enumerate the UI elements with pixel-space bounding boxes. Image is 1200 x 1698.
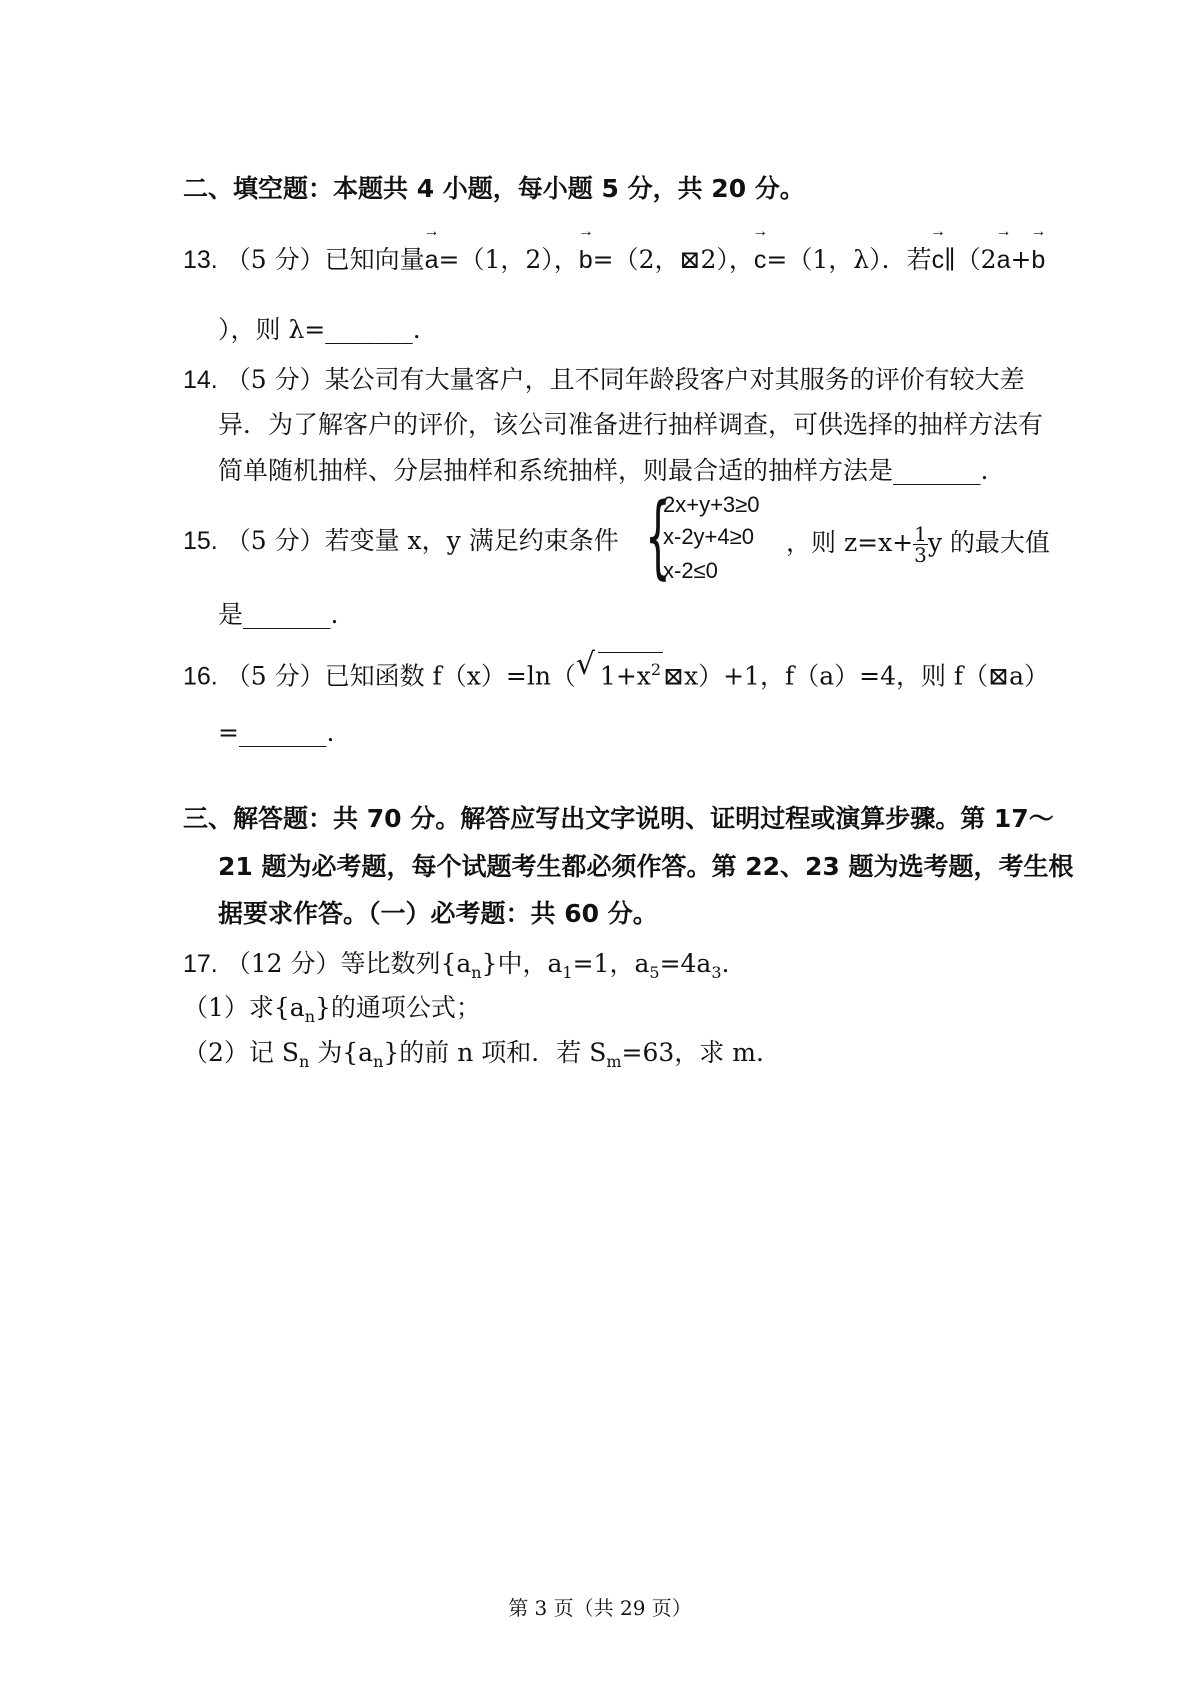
radicand-exponent: 2 [650, 660, 662, 679]
part-text: 为{a [309, 1038, 374, 1067]
question-14-line-1 [183, 363, 1025, 397]
constraint-2: x-2y+4≥0 [663, 524, 754, 549]
question-number: 14. [183, 366, 218, 394]
subscript: 5 [649, 963, 660, 982]
question-14-line-2: 异．为了解客户的评价，该公司准备进行抽样调查，可供选择的抽样方法有 [218, 410, 1044, 439]
question-text: =1，a [572, 949, 650, 978]
question-text-tail: ⊠x）+1，f（a）=4，则 f（⊠a） [663, 661, 1050, 691]
question-text: =4a [659, 949, 712, 978]
subscript: n [304, 1007, 316, 1026]
question-15-line-1-right [786, 524, 1050, 565]
question-14-line-3: 简单随机抽样、分层抽样和系统抽样，则最合适的抽样方法是_______. [218, 456, 989, 485]
question-17-line-1 [183, 947, 729, 990]
vector-b-2: → b [1031, 243, 1045, 277]
question-score: （5 分） [225, 245, 325, 274]
question-15-line-1 [183, 524, 619, 558]
constraint-system [645, 484, 775, 592]
vector-c-2: → c [932, 243, 945, 277]
vector-b-value: =（2，⊠2）， [592, 245, 754, 274]
vector-a-value: =（1，2）， [438, 245, 579, 274]
question-score: （12 分） [225, 949, 341, 978]
question-text: 某公司有大量客户，且不同年龄段客户对其服务的评价有较大差 [324, 365, 1025, 394]
subscript: n [298, 1052, 310, 1071]
square-root [575, 647, 663, 693]
section-2-heading: 二、填空题：本题共 4 小题，每小题 5 分，共 20 分。 [183, 174, 805, 203]
question-score: （5 分） [225, 661, 325, 691]
page-footer: 第 3 页（共 29 页） [508, 1596, 692, 1620]
question-17-part-1 [183, 991, 481, 1034]
vector-b: → b [579, 243, 593, 277]
section-3-heading-line-3: 据要求作答。（一）必考题：共 60 分。 [218, 899, 658, 928]
subscript: n [471, 963, 482, 982]
left-brace: { [645, 484, 671, 589]
part-text: }的通项公式； [315, 993, 481, 1022]
part-text: （1）求{a [183, 993, 305, 1022]
part-text: }的前 n 项和．若 S [383, 1038, 607, 1067]
part-text: =63，求 m. [621, 1038, 764, 1067]
question-number: 17. [183, 950, 218, 978]
objective-text: ，则 z=x+ [786, 528, 914, 557]
question-number: 16. [183, 662, 218, 691]
question-text: }中，a [481, 949, 563, 978]
radical-sign-icon: √ [575, 647, 596, 682]
part-text: （2）记 S [183, 1038, 299, 1067]
vector-c-value: =（1，λ）．若 [766, 245, 932, 274]
question-text: 若变量 x，y 满足约束条件 [324, 526, 619, 555]
question-score: （5 分） [225, 526, 325, 555]
objective-text-tail: y 的最大值 [927, 528, 1050, 557]
question-16-line-2: =_______. [218, 718, 335, 747]
vector-a-2: → a [997, 243, 1011, 277]
radicand: 1+x [599, 661, 651, 691]
fraction-denominator: 3 [914, 543, 927, 567]
subscript: 3 [711, 963, 722, 982]
section-3-heading-line-1: 三、解答题：共 70 分。解答应写出文字说明、证明过程或演算步骤。第 17～ [183, 804, 1054, 833]
question-17-part-2 [183, 1036, 764, 1079]
question-number: 13. [183, 246, 218, 274]
question-text: 已知函数 f（x）=ln（ [324, 661, 576, 691]
subscript: m [606, 1052, 622, 1071]
subscript: 1 [562, 963, 573, 982]
question-text: 等比数列{a [340, 949, 472, 978]
section-3-heading-line-2: 21 题为必考题，每个试题考生都必须作答。第 22、23 题为选考题，考生根 [218, 852, 1074, 881]
constraint-3: x-2≤0 [663, 558, 718, 583]
fraction-one-third [913, 524, 928, 565]
question-score: （5 分） [225, 365, 325, 394]
fraction-numerator: 1 [914, 522, 927, 546]
plus-sign: + [1010, 245, 1032, 274]
question-16-line-1 [183, 647, 1050, 693]
parallel-text: ∥（2 [944, 245, 997, 274]
subscript: n [373, 1052, 384, 1071]
question-number: 15. [183, 527, 218, 555]
question-13-line-2: ），则 λ=_______. [218, 315, 421, 344]
question-text: . [721, 949, 730, 978]
question-text: 已知向量 [324, 245, 425, 274]
question-13-line-1 [183, 243, 1045, 277]
vector-c: → c [754, 243, 767, 277]
question-15-line-2: 是_______. [218, 600, 339, 629]
vector-a: → a [425, 243, 439, 277]
constraint-1: 2x+y+3≥0 [663, 492, 760, 517]
